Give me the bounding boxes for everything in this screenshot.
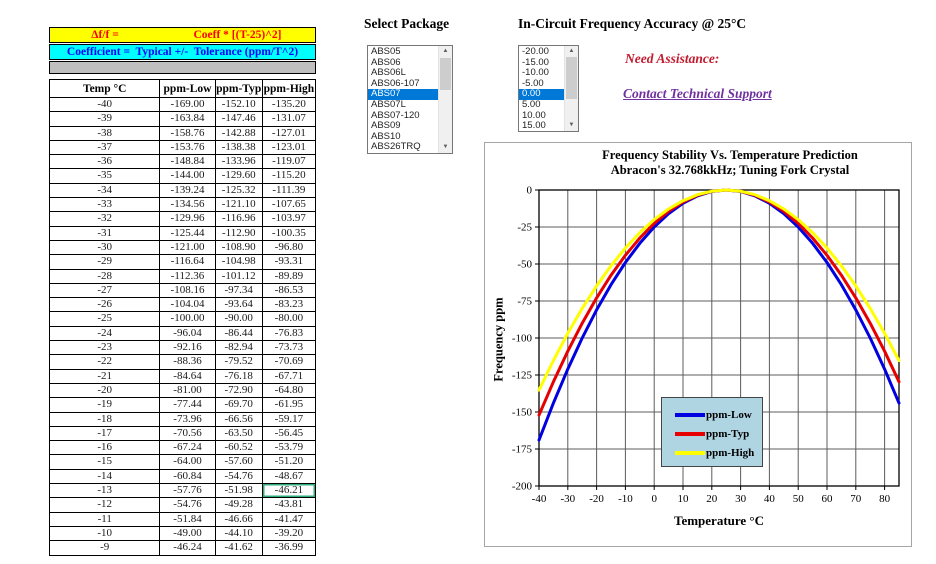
value-cell[interactable]: -104.98: [215, 255, 262, 269]
value-cell[interactable]: -129.60: [215, 169, 262, 183]
option-ABS05[interactable]: ABS05: [371, 46, 401, 57]
option--10.00[interactable]: -10.00: [522, 67, 549, 79]
legend-item: [662, 424, 762, 443]
value-cell[interactable]: -72.90: [215, 383, 262, 397]
value-cell[interactable]: -135.20: [262, 98, 315, 112]
temp-cell[interactable]: -14: [50, 469, 160, 483]
table-row: [50, 398, 316, 412]
value-cell[interactable]: -92.16: [160, 341, 215, 355]
value-cell[interactable]: -53.79: [262, 441, 315, 455]
chart-panel: [484, 142, 912, 547]
value-cell[interactable]: -121.10: [215, 198, 262, 212]
value-cell[interactable]: -43.81: [262, 498, 315, 512]
temp-cell[interactable]: -34: [50, 183, 160, 197]
temp-cell[interactable]: -28: [50, 269, 160, 283]
table-row: [50, 412, 316, 426]
value-cell[interactable]: -48.67: [262, 469, 315, 483]
value-cell[interactable]: -60.52: [215, 441, 262, 455]
svg-text:-25: -25: [517, 221, 532, 234]
temp-cell[interactable]: -33: [50, 198, 160, 212]
accuracy-label: In-Circuit Frequency Accuracy @ 25°C: [518, 16, 747, 31]
value-cell[interactable]: -57.76: [160, 484, 215, 498]
value-cell[interactable]: -115.20: [262, 169, 315, 183]
value-cell[interactable]: -54.76: [160, 498, 215, 512]
svg-text:70: 70: [850, 493, 862, 505]
scroll-down-icon[interactable]: ▼: [568, 122, 575, 128]
svg-text:-30: -30: [560, 493, 576, 505]
ppm-typ-line-swatch: [675, 432, 705, 436]
value-cell[interactable]: -108.90: [215, 240, 262, 254]
temp-cell[interactable]: -29: [50, 255, 160, 269]
value-cell[interactable]: -152.10: [215, 98, 262, 112]
value-cell[interactable]: -51.20: [262, 455, 315, 469]
temp-cell[interactable]: -21: [50, 369, 160, 383]
table-row: [50, 212, 316, 226]
chart-plot: [485, 143, 911, 546]
value-cell[interactable]: -76.83: [262, 326, 315, 340]
table-row: [50, 98, 316, 112]
svg-text:-75: -75: [517, 295, 532, 308]
temp-cell[interactable]: -27: [50, 283, 160, 297]
value-cell[interactable]: -142.88: [215, 126, 262, 140]
table-row: [50, 126, 316, 140]
value-cell[interactable]: -46.24: [160, 541, 215, 555]
value-cell[interactable]: -67.24: [160, 441, 215, 455]
option-0.00[interactable]: 0.00: [519, 89, 565, 100]
option-ABS06[interactable]: ABS06: [371, 56, 401, 68]
value-cell[interactable]: -70.69: [262, 355, 315, 369]
table-row: [50, 269, 316, 283]
legend-label: ppm-Low: [706, 408, 752, 421]
value-cell[interactable]: -129.96: [160, 212, 215, 226]
value-cell[interactable]: -112.36: [160, 269, 215, 283]
value-cell[interactable]: -139.24: [160, 183, 215, 197]
coefficient-banner: Coefficient = Typical +/- Tolerance (ppm/T^2): [49, 44, 316, 60]
gray-spacer-bar: [49, 61, 316, 74]
temp-cell[interactable]: -30: [50, 240, 160, 254]
need-assistance-label: Need Assistance:: [625, 51, 720, 66]
table-row: [50, 155, 316, 169]
value-cell[interactable]: -138.38: [215, 140, 262, 154]
temp-cell[interactable]: -24: [50, 326, 160, 340]
value-cell[interactable]: -69.70: [215, 398, 262, 412]
scrollbar-thumb[interactable]: [566, 57, 577, 99]
col-header-ppm-typ: ppm-Typ: [215, 80, 262, 98]
ppm-low-line-swatch: [675, 413, 705, 417]
contact-support-link[interactable]: Contact Technical Support: [623, 86, 772, 101]
legend-label: ppm-High: [706, 446, 755, 459]
table-row: [50, 383, 316, 397]
value-cell[interactable]: -39.20: [262, 526, 315, 540]
svg-text:-20: -20: [589, 493, 604, 505]
value-cell[interactable]: -73.96: [160, 412, 215, 426]
table-row: [50, 112, 316, 126]
value-cell[interactable]: -73.73: [262, 341, 315, 355]
value-cell[interactable]: -93.64: [215, 298, 262, 312]
value-cell[interactable]: -148.84: [160, 155, 215, 169]
temp-cell[interactable]: -25: [50, 312, 160, 326]
value-cell[interactable]: -41.62: [215, 541, 262, 555]
scrollbar-thumb[interactable]: [440, 58, 451, 90]
option-ABS10[interactable]: ABS10: [371, 130, 401, 142]
value-cell[interactable]: -46.66: [215, 512, 262, 526]
value-cell[interactable]: -100.35: [262, 226, 315, 240]
value-cell[interactable]: -59.17: [262, 412, 315, 426]
accuracy-listbox-scrollbar[interactable]: [564, 46, 578, 131]
value-cell[interactable]: -63.50: [215, 426, 262, 440]
scroll-down-icon[interactable]: ▼: [442, 144, 449, 150]
scroll-up-icon[interactable]: ▲: [568, 48, 575, 54]
value-cell[interactable]: -97.34: [215, 283, 262, 297]
value-cell[interactable]: -82.94: [215, 341, 262, 355]
table-row: [50, 512, 316, 526]
value-cell[interactable]: -44.10: [215, 526, 262, 540]
table-row: [50, 169, 316, 183]
svg-text:30: 30: [735, 493, 747, 505]
table-row: [50, 226, 316, 240]
package-listbox: [367, 45, 453, 154]
value-cell[interactable]: -103.97: [262, 212, 315, 226]
value-cell[interactable]: -79.52: [215, 355, 262, 369]
value-cell[interactable]: -101.12: [215, 269, 262, 283]
value-cell[interactable]: -90.00: [215, 312, 262, 326]
temperature-ppm-table: [49, 79, 316, 556]
select-package-label: Select Package: [364, 16, 450, 31]
svg-text:40: 40: [763, 493, 775, 505]
temp-cell[interactable]: -37: [50, 140, 160, 154]
value-cell[interactable]: -131.07: [262, 112, 315, 126]
table-row: [50, 484, 316, 498]
table-row: [50, 426, 316, 440]
value-cell[interactable]: -49.00: [160, 526, 215, 540]
table-row: [50, 283, 316, 297]
temp-cell[interactable]: -32: [50, 212, 160, 226]
svg-text:50: 50: [792, 493, 804, 505]
value-cell[interactable]: -66.56: [215, 412, 262, 426]
temp-cell[interactable]: -36: [50, 155, 160, 169]
formula-left-label: Δf/f =: [91, 29, 119, 41]
option-10.00[interactable]: 10.00: [522, 109, 546, 121]
svg-text:10: 10: [677, 493, 689, 505]
svg-text:0: 0: [526, 184, 532, 197]
svg-text:-125: -125: [511, 369, 532, 382]
temp-cell[interactable]: -20: [50, 383, 160, 397]
temp-cell[interactable]: -11: [50, 512, 160, 526]
legend-label: ppm-Typ: [706, 427, 750, 440]
table-row: [50, 198, 316, 212]
formula-right-label: Coeff * [(T-25)^2]: [193, 29, 282, 41]
temp-cell[interactable]: -17: [50, 426, 160, 440]
value-cell[interactable]: -56.45: [262, 426, 315, 440]
svg-text:-175: -175: [511, 443, 532, 456]
chart-legend: [661, 397, 763, 467]
table-row: [50, 140, 316, 154]
option-ABS26TRQ[interactable]: ABS26TRQ: [371, 141, 421, 153]
svg-text:-200: -200: [511, 480, 532, 493]
value-cell[interactable]: -64.00: [160, 455, 215, 469]
value-cell[interactable]: -147.46: [215, 112, 262, 126]
option--5.00[interactable]: -5.00: [522, 77, 544, 89]
legend-item: [662, 443, 762, 462]
package-listbox-scrollbar[interactable]: [438, 46, 452, 153]
option--20.00[interactable]: -20.00: [522, 46, 549, 57]
option-ABS07-120[interactable]: ABS07-120: [371, 109, 420, 121]
value-cell[interactable]: -46.21: [262, 484, 315, 498]
table-row: [50, 526, 316, 540]
temp-cell[interactable]: -40: [50, 98, 160, 112]
accuracy-listbox: [518, 45, 579, 132]
option-15.00[interactable]: 15.00: [522, 120, 546, 132]
option--15.00[interactable]: -15.00: [522, 56, 549, 68]
option-ABS07L[interactable]: ABS07L: [371, 98, 406, 110]
value-cell[interactable]: -77.44: [160, 398, 215, 412]
value-cell[interactable]: -104.04: [160, 298, 215, 312]
value-cell[interactable]: -81.00: [160, 383, 215, 397]
value-cell[interactable]: -169.00: [160, 98, 215, 112]
temp-cell[interactable]: -39: [50, 112, 160, 126]
temp-cell[interactable]: -9: [50, 541, 160, 555]
formula-banner: [49, 27, 316, 43]
option-5.00[interactable]: 5.00: [522, 98, 541, 110]
value-cell[interactable]: -127.01: [262, 126, 315, 140]
value-cell[interactable]: -96.04: [160, 326, 215, 340]
table-row: [50, 312, 316, 326]
table-row: [50, 341, 316, 355]
table-row: [50, 369, 316, 383]
temp-cell[interactable]: -38: [50, 126, 160, 140]
value-cell[interactable]: -83.23: [262, 298, 315, 312]
col-header-temp: Temp °C: [50, 80, 160, 98]
svg-text:-10: -10: [618, 493, 633, 505]
col-header-ppm-low: ppm-Low: [160, 80, 215, 98]
value-cell[interactable]: -76.18: [215, 369, 262, 383]
table-row: [50, 326, 316, 340]
temp-cell[interactable]: -19: [50, 398, 160, 412]
value-cell[interactable]: -119.07: [262, 155, 315, 169]
table-row: [50, 441, 316, 455]
value-cell[interactable]: -60.84: [160, 469, 215, 483]
svg-text:0: 0: [651, 493, 657, 505]
value-cell[interactable]: -57.60: [215, 455, 262, 469]
y-axis-title: Frequency ppm: [491, 297, 506, 382]
option-ABS09[interactable]: ABS09: [371, 120, 401, 132]
value-cell[interactable]: -51.98: [215, 484, 262, 498]
value-cell[interactable]: -100.00: [160, 312, 215, 326]
temp-cell[interactable]: -22: [50, 355, 160, 369]
value-cell[interactable]: -88.36: [160, 355, 215, 369]
table-row: [50, 455, 316, 469]
table-row: [50, 498, 316, 512]
chart-title: Frequency Stability Vs. Temperature Prediction: [602, 148, 858, 162]
temp-cell[interactable]: -13: [50, 484, 160, 498]
svg-text:-40: -40: [531, 493, 547, 505]
col-header-ppm-high: ppm-High: [262, 80, 315, 98]
option-ABS06-107[interactable]: ABS06-107: [371, 77, 420, 89]
temp-cell[interactable]: -18: [50, 412, 160, 426]
value-cell[interactable]: -134.56: [160, 198, 215, 212]
value-cell[interactable]: -70.56: [160, 426, 215, 440]
value-cell[interactable]: -125.32: [215, 183, 262, 197]
table-row: [50, 541, 316, 555]
table-row: [50, 469, 316, 483]
temp-cell[interactable]: -31: [50, 226, 160, 240]
value-cell[interactable]: -111.39: [262, 183, 315, 197]
value-cell[interactable]: -163.84: [160, 112, 215, 126]
scroll-up-icon[interactable]: ▲: [442, 48, 449, 54]
value-cell[interactable]: -49.28: [215, 498, 262, 512]
option-ABS07[interactable]: ABS07: [368, 89, 439, 100]
value-cell[interactable]: -112.90: [215, 226, 262, 240]
value-cell[interactable]: -125.44: [160, 226, 215, 240]
table-row: [50, 183, 316, 197]
value-cell[interactable]: -116.64: [160, 255, 215, 269]
table-header-row: [50, 80, 316, 98]
temp-cell[interactable]: -23: [50, 341, 160, 355]
value-cell[interactable]: -67.71: [262, 369, 315, 383]
temp-cell[interactable]: -26: [50, 298, 160, 312]
value-cell[interactable]: -41.47: [262, 512, 315, 526]
temp-cell[interactable]: -10: [50, 526, 160, 540]
temp-cell[interactable]: -12: [50, 498, 160, 512]
table-row: [50, 355, 316, 369]
value-cell[interactable]: -144.00: [160, 169, 215, 183]
table-body: [50, 98, 316, 556]
value-cell[interactable]: -86.53: [262, 283, 315, 297]
value-cell[interactable]: -153.76: [160, 140, 215, 154]
table-row: [50, 255, 316, 269]
legend-item: [662, 405, 762, 424]
temp-cell[interactable]: -15: [50, 455, 160, 469]
svg-text:-150: -150: [511, 406, 532, 419]
value-cell[interactable]: -80.00: [262, 312, 315, 326]
value-cell[interactable]: -108.16: [160, 283, 215, 297]
ppm-high-line-swatch: [675, 451, 705, 455]
value-cell[interactable]: -89.89: [262, 269, 315, 283]
accuracy-listbox-items: [519, 47, 565, 131]
coefficient-table-panel: [49, 27, 316, 556]
value-cell[interactable]: -54.76: [215, 469, 262, 483]
value-cell[interactable]: -116.96: [215, 212, 262, 226]
table-row: [50, 298, 316, 312]
value-cell[interactable]: -96.80: [262, 240, 315, 254]
temp-cell[interactable]: -16: [50, 441, 160, 455]
value-cell[interactable]: -121.00: [160, 240, 215, 254]
svg-text:20: 20: [706, 493, 718, 505]
table-row: [50, 240, 316, 254]
svg-text:-50: -50: [517, 258, 532, 271]
package-listbox-items: [368, 47, 439, 153]
svg-text:80: 80: [879, 493, 891, 505]
option-ABS06L[interactable]: ABS06L: [371, 67, 406, 79]
value-cell[interactable]: -51.84: [160, 512, 215, 526]
value-cell[interactable]: -93.31: [262, 255, 315, 269]
chart-subtitle: Abracon's 32.768kkHz; Tuning Fork Crystal: [610, 163, 850, 177]
svg-text:60: 60: [821, 493, 833, 505]
value-cell[interactable]: -61.95: [262, 398, 315, 412]
value-cell[interactable]: -123.01: [262, 140, 315, 154]
svg-text:-100: -100: [511, 332, 532, 345]
value-cell[interactable]: -64.80: [262, 383, 315, 397]
x-axis-title: Temperature °C: [673, 513, 765, 528]
temp-cell[interactable]: -35: [50, 169, 160, 183]
value-cell[interactable]: -133.96: [215, 155, 262, 169]
value-cell[interactable]: -158.76: [160, 126, 215, 140]
value-cell[interactable]: -84.64: [160, 369, 215, 383]
value-cell[interactable]: -86.44: [215, 326, 262, 340]
value-cell[interactable]: -36.99: [262, 541, 315, 555]
value-cell[interactable]: -107.65: [262, 198, 315, 212]
